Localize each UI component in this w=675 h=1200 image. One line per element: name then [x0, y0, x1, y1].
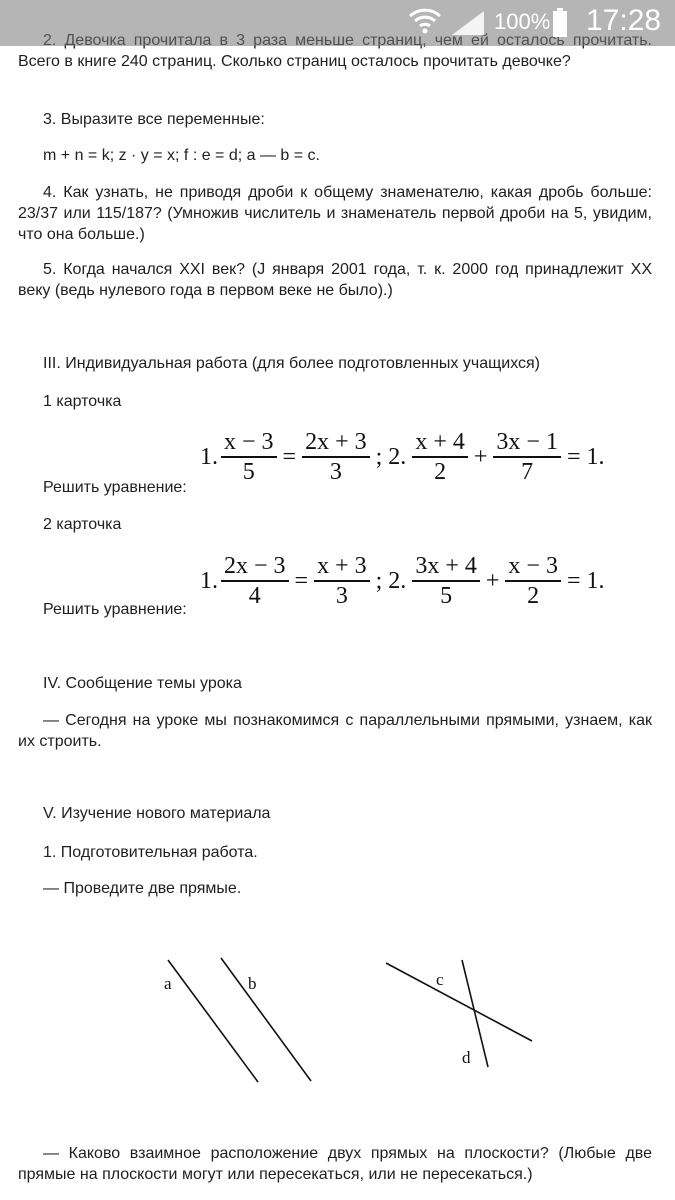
- fraction: $\frac{x - 3}{5}$: [221, 428, 277, 486]
- problem-4-text: 4. Как узнать, не приводя дроби к общему знаменателю, какая дробь больше: 23/37 или 115/187? (Умножив числитель и знаменатель первой дроби на 5, увидим, что она больше.): [18, 184, 652, 243]
- status-bar: [0, 0, 675, 46]
- fraction: $\frac{2x - 3}{4}$: [221, 552, 289, 610]
- card-2-instruction: Решить уравнение:: [43, 601, 187, 618]
- problem-2-text: Всего в книге 240 страниц. Сколько страниц осталось прочитать девочке?: [18, 53, 571, 70]
- eq-number: 1.: [200, 443, 218, 470]
- fraction: $\frac{2x + 3}{3}$: [302, 428, 370, 486]
- card-2-equations: 1. $\frac{2x - 3}{4}$ = $\frac{x + 3}{3}$ ; 2. $\frac{3x + 4}{5}$ + $\frac{x - 3}{2}$ = 1.: [200, 553, 605, 609]
- clock: 17:28: [586, 4, 662, 37]
- fraction: $\frac{x - 3}{2}$: [505, 552, 561, 610]
- line-c: [386, 963, 532, 1041]
- preparatory-work: 1. Подготовительная работа.: [43, 844, 258, 861]
- card-1-instruction: Решить уравнение:: [43, 479, 187, 496]
- label-d: d: [462, 1048, 471, 1067]
- label-b: b: [248, 974, 257, 993]
- lines-figure: [140, 945, 540, 1095]
- card-1-equations: 1. $\frac{x - 3}{5}$ = $\frac{2x + 3}{3}$ ; 2. $\frac{x + 4}{2}$ + $\frac{3x - 1}{7}$ = 1.: [200, 429, 605, 485]
- problem-3-heading: 3. Выразите все переменные:: [43, 111, 265, 128]
- section-5-heading: V. Изучение нового материала: [43, 805, 271, 822]
- question-text: — Каково взаимное расположение двух прямых на плоскости? (Любые две прямые на плоскости могут или пересекаться, или не пересекаться.): [18, 1145, 652, 1183]
- fraction: $\frac{3x - 1}{7}$: [493, 428, 561, 486]
- battery-percent: 100%: [494, 9, 551, 34]
- line-b: [221, 958, 311, 1081]
- line-a: [168, 960, 258, 1082]
- signal-icon: [450, 9, 486, 42]
- draw-instruction: — Проведите две прямые.: [43, 880, 242, 897]
- problem-5-text: 5. Когда начался XXI век? (J января 2001 года, т. к. 2000 год принадлежит XX веку (ведь нулевого года в первом веке не было).): [18, 261, 652, 299]
- wifi-icon: [408, 6, 442, 41]
- section-4-text: — Сегодня на уроке мы познакомимся с параллельными прямыми, узнаем, как их строить.: [18, 712, 652, 750]
- problem-3-expressions: m + n = k; z · y = x; f : e = d; a — b = c.: [43, 147, 320, 164]
- fraction: $\frac{3x + 4}{5}$: [412, 552, 480, 610]
- fraction: $\frac{x + 3}{3}$: [314, 552, 370, 610]
- label-c: c: [436, 970, 444, 989]
- label-a: a: [164, 974, 172, 993]
- eq-number: 1.: [200, 567, 218, 594]
- battery-icon: [552, 8, 568, 43]
- card-2-title: 2 карточка: [43, 516, 122, 533]
- card-1-title: 1 карточка: [43, 393, 122, 410]
- fraction: $\frac{x + 4}{2}$: [412, 428, 468, 486]
- section-3-heading: III. Индивидуальная работа (для более подготовленных учащихся): [43, 355, 540, 372]
- section-4-heading: IV. Сообщение темы урока: [43, 675, 242, 692]
